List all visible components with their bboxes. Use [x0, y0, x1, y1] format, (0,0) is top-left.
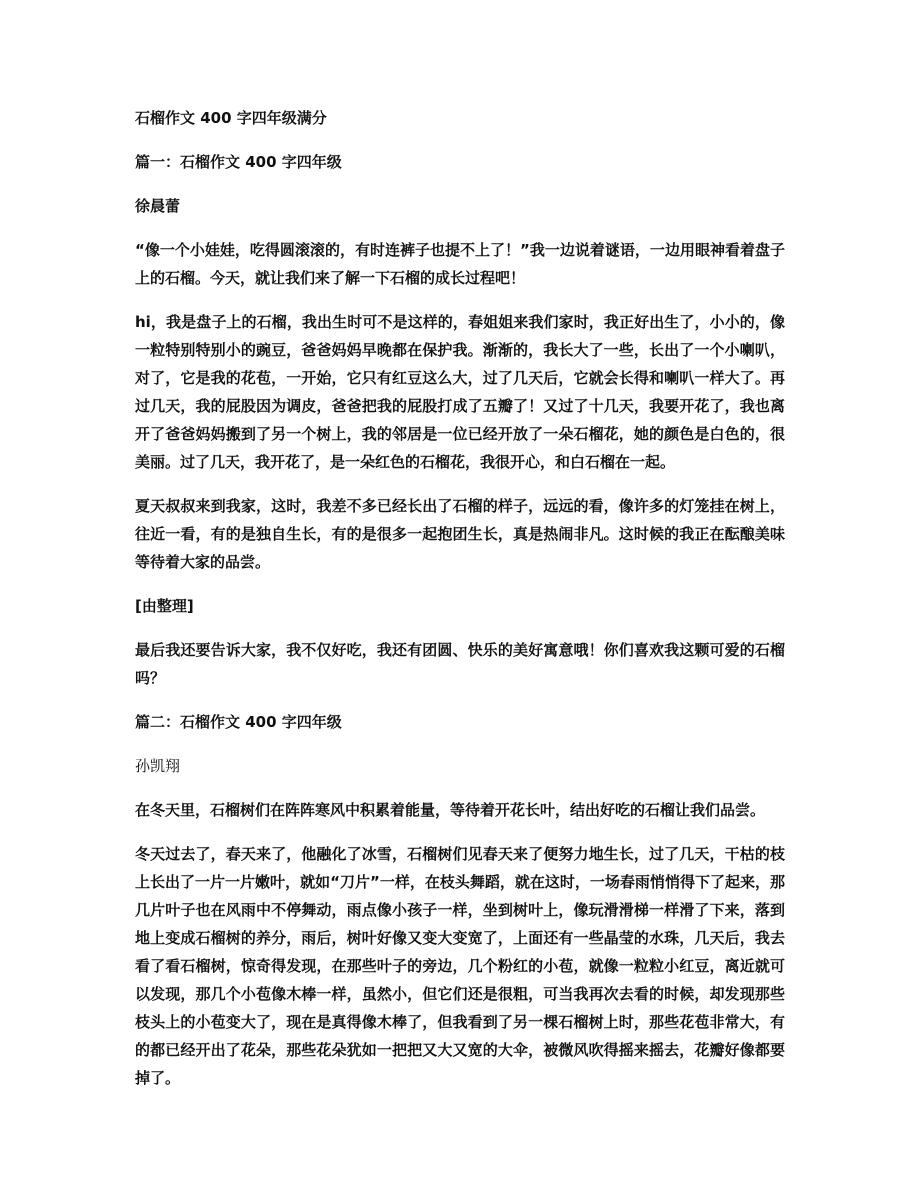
part1-author: 徐晨蕾: [135, 197, 181, 215]
paragraph: 最后我还要告诉大家，我不仅好吃，我还有团圆、快乐的美好寓意哦！你们喜欢我这颗可爱的石榴吗？: [135, 641, 785, 687]
paragraph: “像一个小娃娃，吃得圆滚滚的，有时连裤子也提不上了！”我一边说着谜语，一边用眼神看着盘子上的石榴。今天，就让我们来了解一下石榴的成长过程吧！: [135, 241, 785, 287]
paragraph: hi，我是盘子上的石榴，我出生时可不是这样的，春姐姐来我们家时，我正好出生了，小小的，像一粒特别特别小的豌豆，爸爸妈妈早晚都在保护我。渐渐的，我长大了一些，长出了一个小喇叭，对了，它是我的花苞，一开始，它只有红豆这么大，过了几天后，它就会长得和喇叭一样大了。再过几天，我的屁股因为调皮，爸爸把我的屁股打成了五瓣了！又过了十几天，我要开花了，我也离开了爸爸妈妈搬到了另一个树上，我的邻居是一位已经开放了一朵石榴花，她的颜色是白色的，很美丽。过了几天，我开花了，是一朵红色的石榴花，我很开心，和白石榴在一起。: [135, 313, 785, 471]
part1-heading: 篇一：石榴作文 400 字四年级: [135, 153, 342, 171]
document-page: [135, 104, 785, 1108]
paragraph: 夏天叔叔来到我家，这时，我差不多已经长出了石榴的样子，远远的看，像许多的灯笼挂在树上，往近一看，有的是独自生长，有的是很多一起抱团生长，真是热闹非凡。这时候的我正在酝酿美味等待着大家的品尝。: [135, 497, 785, 571]
part2-author: 孙凯翔: [135, 757, 181, 775]
document-title: 石榴作文 400 字四年级满分: [135, 109, 327, 127]
source-note: [由整理]: [135, 597, 194, 615]
paragraph: 在冬天里，石榴树们在阵阵寒风中积累着能量，等待着开花长叶，结出好吃的石榴让我们品尝。: [135, 801, 766, 819]
part2-heading: 篇二：石榴作文 400 字四年级: [135, 713, 342, 731]
paragraph: 冬天过去了，春天来了，他融化了冰雪，石榴树们见春天来了便努力地生长，过了几天，干枯的枝上长出了一片一片嫩叶，就如“刀片”一样，在枝头舞蹈，就在这时，一场春雨悄悄得下了起来，那几片叶子也在风雨中不停舞动，雨点像小孩子一样，坐到树叶上，像玩滑滑梯一样滑了下来，落到地上变成石榴树的养分，雨后，树叶好像又变大变宽了，上面还有一些晶莹的水珠，几天后，我去看了看石榴树，惊奇得发现，在那些叶子的旁边，几个粉红的小苞，就像一粒粒小红豆，离近就可以发现，那几个小苞像木棒一样，虽然小，但它们还是很粗，可当我再次去看的时候，却发现那些枝头上的小苞变大了，现在是真得像木棒了，但我看到了另一棵石榴树上时，那些花苞非常大，有的都已经开出了花朵，那些花朵犹如一把把又大又宽的大伞，被微风吹得摇来摇去，花瓣好像都要掉了。: [135, 845, 785, 1087]
